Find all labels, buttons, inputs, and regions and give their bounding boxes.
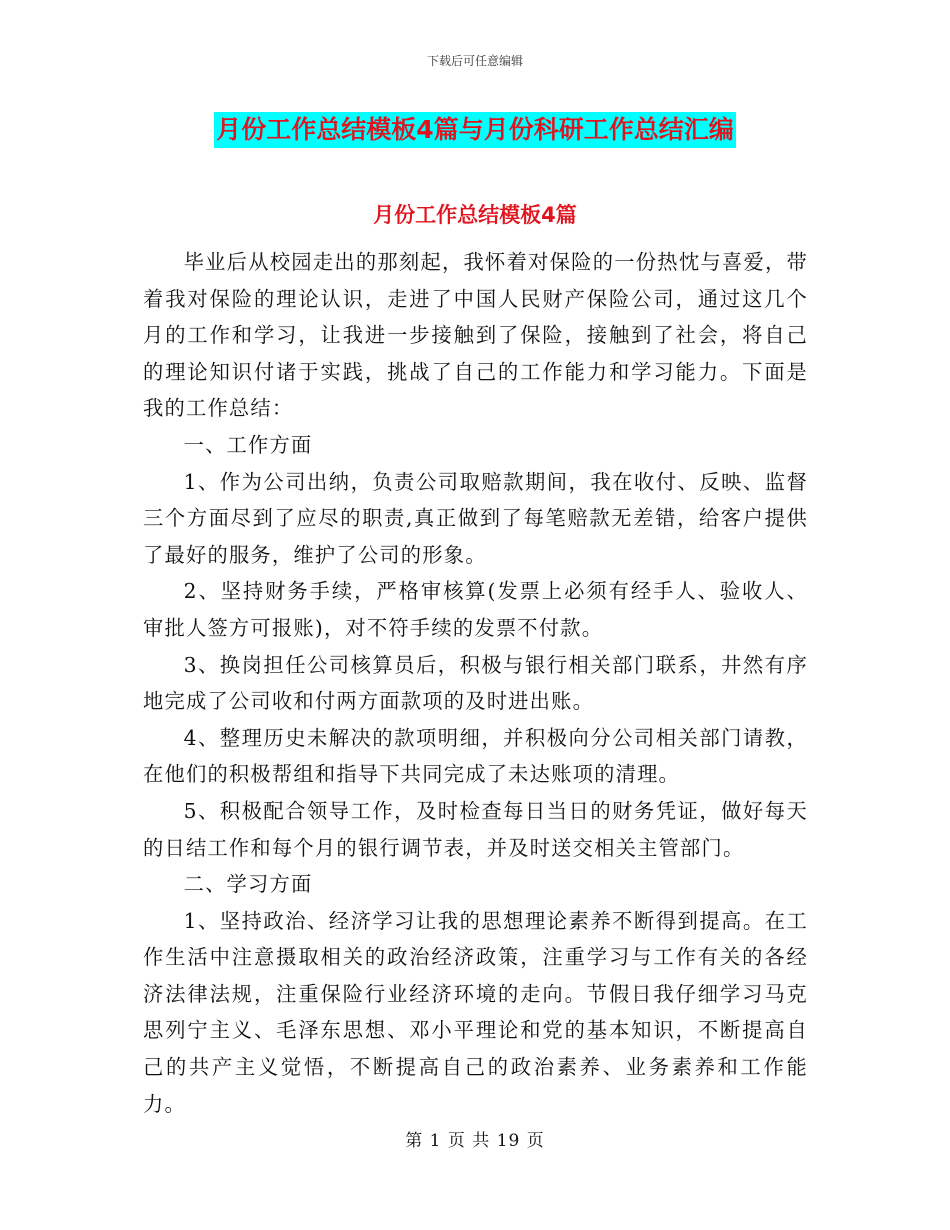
section-heading-work: 一、工作方面 (183, 432, 313, 457)
work-item-2: 2、坚持财务手续，严格审核算(发票上必须有经手人、验收人、审批人签方可报账)，对不符手续的发票不付款。 (143, 579, 808, 640)
main-title: 月份工作总结模板4篇与月份科研工作总结汇编 (214, 112, 735, 148)
section-title: 月份工作总结模板4篇 (373, 203, 577, 227)
work-item-4: 4、整理历史未解决的款项明细，并积极向分公司相关部门请教，在他们的积极帮组和指导下共同完成了未达账项的清理。 (143, 725, 808, 787)
study-item-1: 1、坚持政治、经济学习让我的思想理论素养不断得到提高。在工作生活中注意摄取相关的政治经济政策，注重学习与工作有关的各经济法律法规，注重保险行业经济环境的走向。节假日我仔细学习马克思列宁主义、毛泽东思想、邓小平理论和党的基本知识，不断提高自己的共产主义觉悟，不断提高自己的政治素养、业务素养和工作能力。 (143, 908, 808, 1116)
work-item-5: 5、积极配合领导工作，及时检查每日当日的财务凭证，做好每天的日结工作和每个月的银行调节表，并及时送交相关主管部门。 (143, 798, 808, 860)
main-title-container (0, 112, 950, 148)
work-item-1: 1、作为公司出纳，负责公司取赔款期间，我在收付、反映、监督三个方面尽到了应尽的职责,真正做到了每笔赔款无差错，给客户提供了最好的服务，维护了公司的形象。 (143, 469, 808, 567)
page-number: 第 1 页 共 19 页 (405, 1131, 545, 1151)
section-heading-study: 二、学习方面 (183, 872, 313, 897)
intro-paragraph: 毕业后从校园走出的那刻起，我怀着对保险的一份热忱与喜爱，带着我对保险的理论认识，走进了中国人民财产保险公司，通过这几个月的工作和学习，让我进一步接触到了保险，接触到了社会，将自己的理论知识付诸于实践，挑战了自己的工作能力和学习能力。下面是我的工作总结： (143, 250, 808, 421)
document-body (143, 244, 808, 1122)
work-item-3: 3、换岗担任公司核算员后，积极与银行相关部门联系，井然有序地完成了公司收和付两方面款项的及时进出账。 (143, 652, 808, 714)
page-header-note: 下载后可任意编辑 (426, 54, 523, 68)
